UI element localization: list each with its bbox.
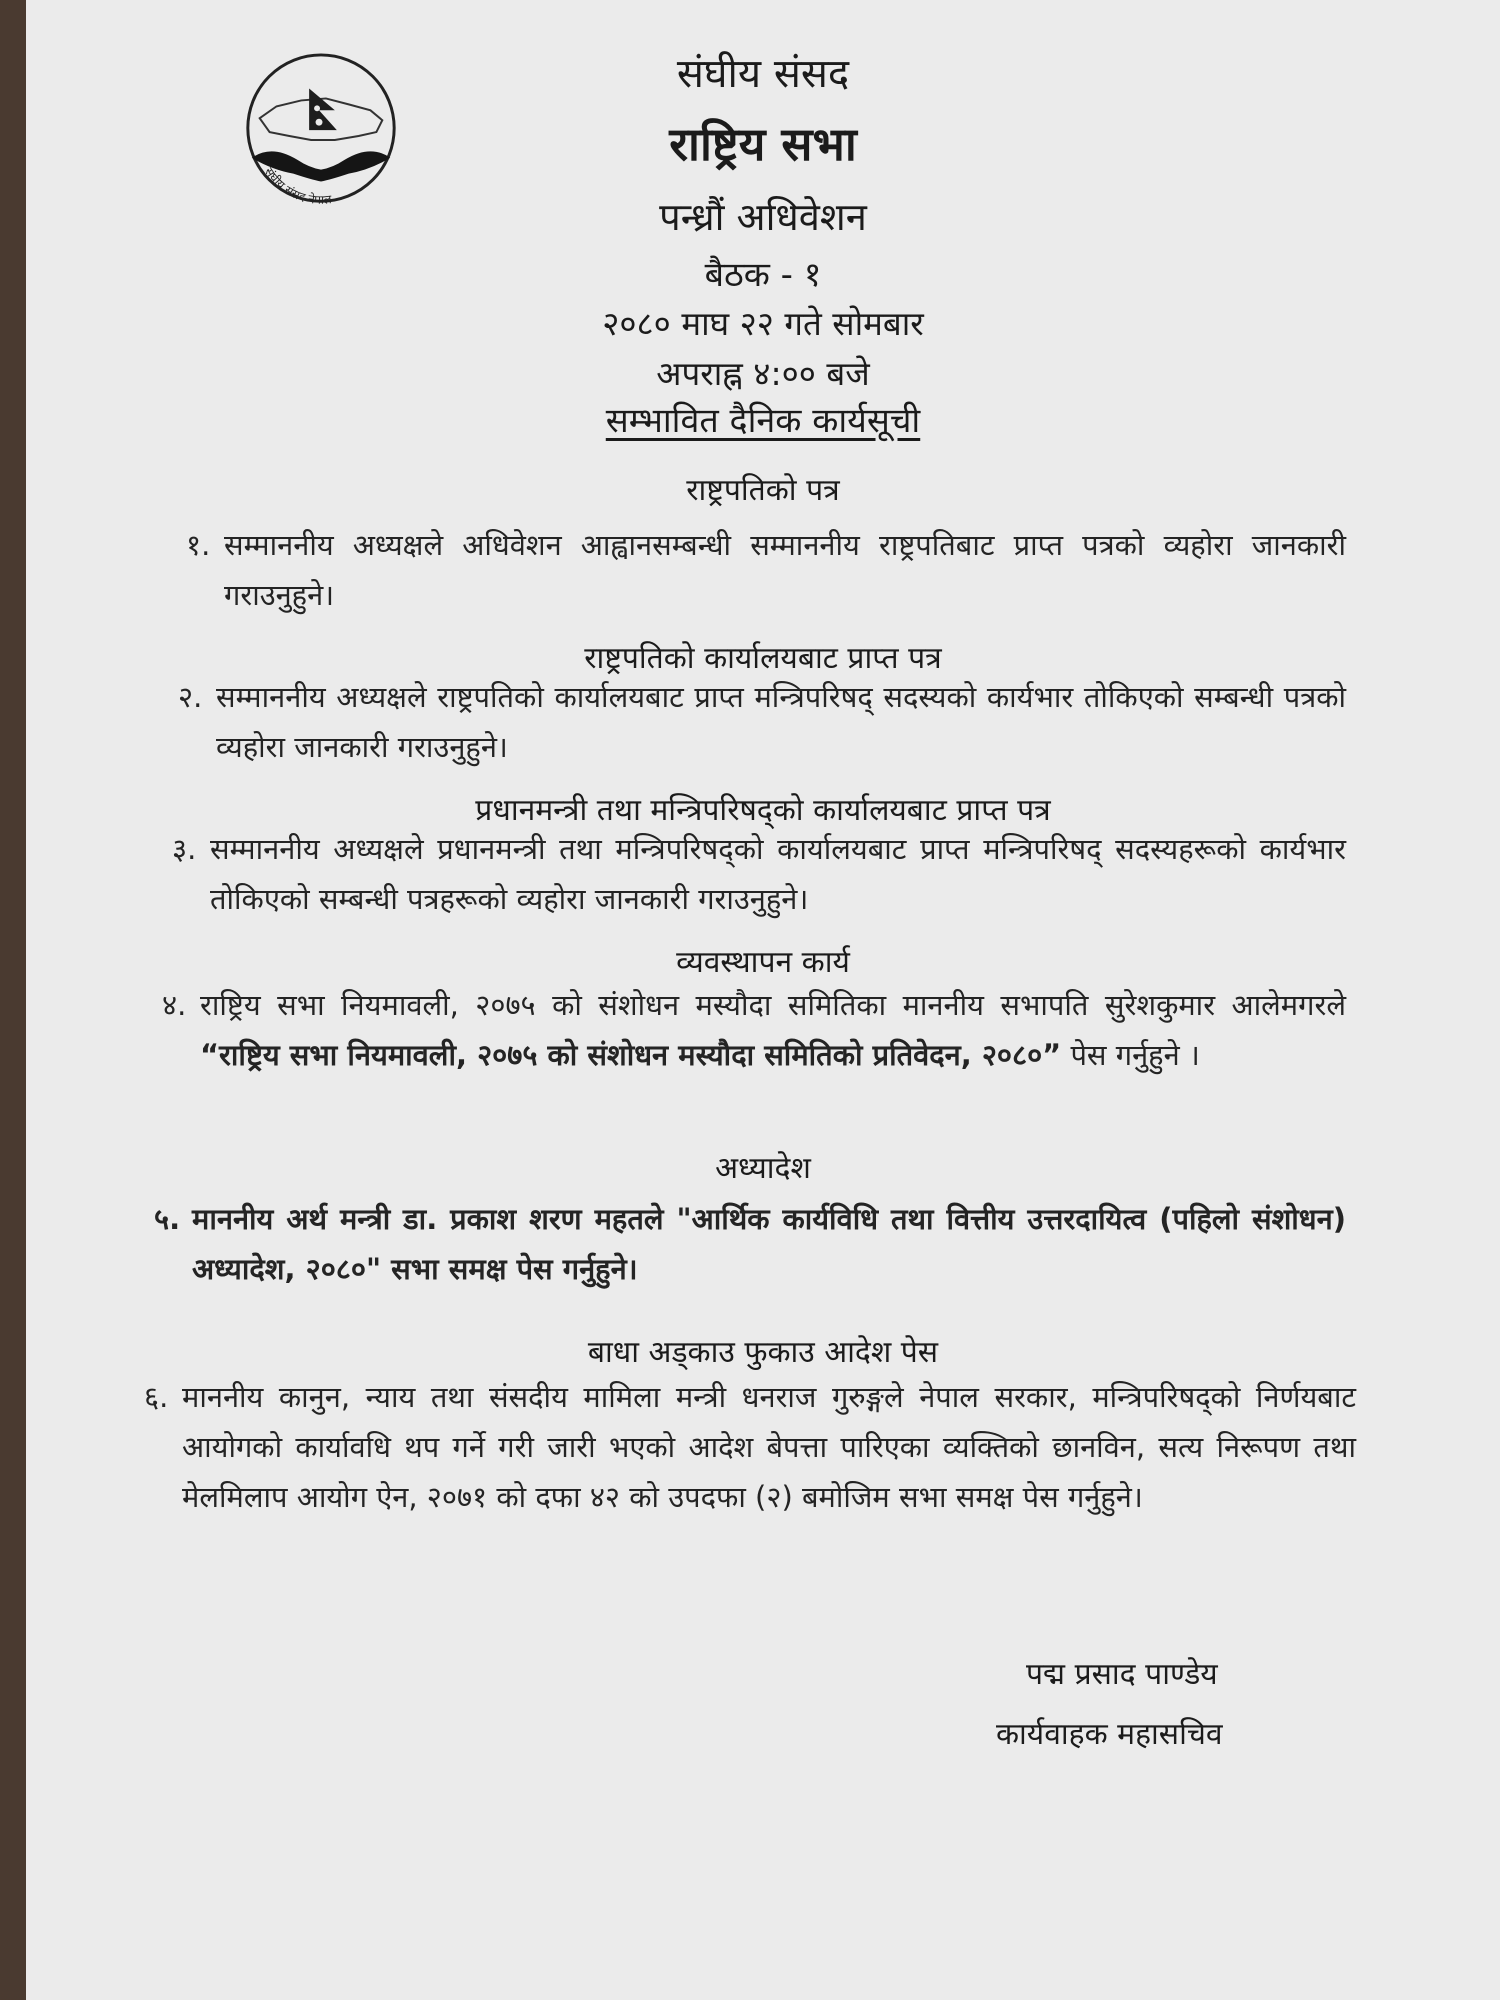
item-number: २. [178, 680, 203, 714]
report-title: “राष्ट्रिय सभा नियमावली, २०७५ को संशोधन मस्यौदा समितिको प्रतिवेदन, २०८०” [200, 1038, 1062, 1072]
agenda-item [178, 672, 1346, 772]
house-name: राष्ट्रिय सभा [669, 117, 857, 171]
meeting-number: बैठक - १ [704, 255, 822, 295]
section-heading: बाधा अड्काउ फुकाउ आदेश पेस [587, 1335, 939, 1370]
logo-caption: संघीय संसद नेपाल [261, 164, 333, 207]
item-number: ५. [154, 1202, 181, 1236]
section-heading: राष्ट्रपतिको पत्र [686, 473, 840, 508]
item-text-part: राष्ट्रिय सभा नियमावली, २०७५ को संशोधन मस्यौदा समितिका माननीय सभापति सुरेशकुमार आलेमगरले [200, 988, 1346, 1022]
agenda-document [26, 0, 1500, 2000]
signatory-title: कार्यवाहक महासचिव [996, 1717, 1223, 1752]
section-heading: अध्यादेश [715, 1151, 811, 1186]
agenda-item [144, 1372, 1356, 1522]
parliament-name: संघीय संसद [676, 51, 850, 97]
section-heading: राष्ट्रपतिको कार्यालयबाट प्राप्त पत्र [584, 641, 942, 676]
item-number: ४. [162, 988, 187, 1022]
meeting-date: २०८० माघ २२ गते सोमबार [602, 304, 924, 343]
session-title: पन्ध्रौं अधिवेशन [659, 195, 867, 239]
agenda-title: सम्भावित दैनिक कार्यसूची [605, 401, 921, 441]
item-text: सम्माननीय अध्यक्षले राष्ट्रपतिको कार्यालयबाट प्राप्त मन्त्रिपरिषद् सदस्यको कार्यभार तोकिएको सम्बन्धी पत्रको व्यहोरा जानकारी गराउनुहुने। [216, 680, 1346, 764]
item-text: माननीय कानुन, न्याय तथा संसदीय मामिला मन्त्री धनराज गुरुङ्गले नेपाल सरकार, मन्त्रिपरिषद्को निर्णयबाट आयोगको कार्यावधि थप गर्ने गरी जारी भएको आदेश बेपत्ता पारिएका व्यक्तिको छानविन, सत्य निरूपण तथा मेलमिलाप आयोग ऐन, २०७१ को दफा ४२ को उपदफा (२) बमोजिम सभा समक्ष पेस गर्नुहुने। [182, 1380, 1356, 1514]
item-text-part: पेस गर्नुहुने । [1061, 1038, 1200, 1072]
item-number: १. [186, 528, 211, 562]
agenda-item [186, 520, 1346, 620]
item-text: सम्माननीय अध्यक्षले प्रधानमन्त्री तथा मन्त्रिपरिषद्को कार्यालयबाट प्राप्त मन्त्रिपरिषद् सदस्यहरूको कार्यभार तोकिएको सम्बन्धी पत्रहरूको व्यहोरा जानकारी गराउनुहुने। [210, 832, 1346, 916]
agenda-item [172, 824, 1346, 924]
agenda-item [162, 980, 1346, 1080]
section-heading: प्रधानमन्त्री तथा मन्त्रिपरिषद्को कार्यालयबाट प्राप्त पत्र [475, 793, 1051, 828]
meeting-time: अपराह्न ४:०० बजे [656, 354, 870, 393]
signatory-name: पद्म प्रसाद पाण्डेय [1026, 1657, 1218, 1692]
agenda-item [154, 1194, 1346, 1294]
item-number: ३. [172, 832, 197, 866]
section-heading: व्यवस्थापन कार्य [676, 945, 850, 980]
item-text [200, 980, 1346, 1080]
item-text: माननीय अर्थ मन्त्री डा. प्रकाश शरण महतले "आर्थिक कार्यविधि तथा वित्तीय उत्तरदायित्व (पहिलो संशोधन) अध्यादेश, २०८०" सभा समक्ष पेस गर्नुहुने। [192, 1202, 1346, 1286]
item-number: ६. [144, 1380, 169, 1414]
item-text: सम्माननीय अध्यक्षले अधिवेशन आह्वानसम्बन्धी सम्माननीय राष्ट्रपतिबाट प्राप्त पत्रको व्यहोरा जानकारी गराउनुहुने। [224, 528, 1346, 612]
